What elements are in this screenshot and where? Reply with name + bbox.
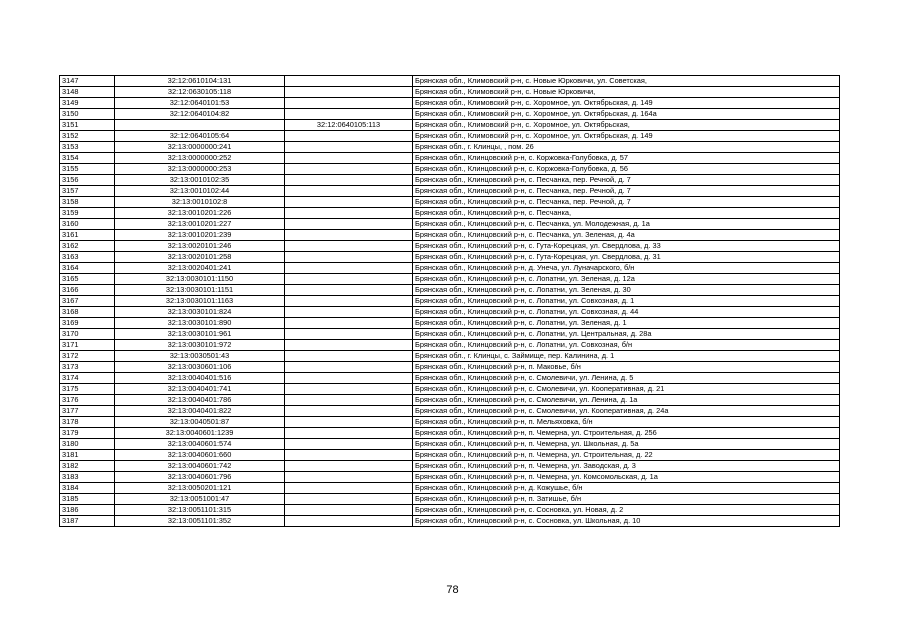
cadastral-number-cell: 32:13:0040401:741 <box>115 384 285 395</box>
table-row <box>60 406 840 417</box>
table-row <box>60 230 840 241</box>
previous-number-cell <box>285 472 413 483</box>
table-row <box>60 153 840 164</box>
previous-number-cell <box>285 241 413 252</box>
address-cell: Брянская обл., Клинцовский р-н, с. Песчанка, пер. Речной, д. 7 <box>413 197 840 208</box>
cadastral-number-cell: 32:13:0040601:796 <box>115 472 285 483</box>
cadastral-number-cell: 32:13:0010102:8 <box>115 197 285 208</box>
row-number-cell: 3149 <box>60 98 115 109</box>
table-row <box>60 164 840 175</box>
registry-table <box>59 75 840 527</box>
row-number-cell: 3187 <box>60 516 115 527</box>
address-cell: Брянская обл., Клинцовский р-н, с. Песчанка, пер. Речной, д. 7 <box>413 175 840 186</box>
previous-number-cell <box>285 219 413 230</box>
cadastral-number-cell: 32:12:0630105:118 <box>115 87 285 98</box>
table-row <box>60 384 840 395</box>
table-row <box>60 362 840 373</box>
address-cell: Брянская обл., Климовский р-н, с. Хоромное, ул. Октябрьская, <box>413 120 840 131</box>
row-number-cell: 3147 <box>60 76 115 87</box>
previous-number-cell <box>285 263 413 274</box>
table-row <box>60 274 840 285</box>
table-row <box>60 252 840 263</box>
previous-number-cell <box>285 230 413 241</box>
address-cell: Брянская обл., Клинцовский р-н, с. Лопатни, ул. Совхозная, д. 1 <box>413 296 840 307</box>
cadastral-number-cell: 32:13:0051101:315 <box>115 505 285 516</box>
previous-number-cell <box>285 516 413 527</box>
previous-number-cell <box>285 461 413 472</box>
cadastral-number-cell: 32:13:0030101:824 <box>115 307 285 318</box>
row-number-cell: 3175 <box>60 384 115 395</box>
cadastral-number-cell: 32:12:0640104:82 <box>115 109 285 120</box>
table-row <box>60 483 840 494</box>
table-row <box>60 197 840 208</box>
previous-number-cell <box>285 362 413 373</box>
previous-number-cell <box>285 318 413 329</box>
cadastral-number-cell: 32:13:0040601:742 <box>115 461 285 472</box>
previous-number-cell <box>285 373 413 384</box>
row-number-cell: 3169 <box>60 318 115 329</box>
row-number-cell: 3162 <box>60 241 115 252</box>
table-row <box>60 417 840 428</box>
address-cell: Брянская обл., Клинцовский р-н, п. Чемерна, ул. Заводская, д. 3 <box>413 461 840 472</box>
cadastral-number-cell: 32:13:0030101:961 <box>115 329 285 340</box>
cadastral-number-cell: 32:13:0010201:226 <box>115 208 285 219</box>
address-cell: Брянская обл., Климовский р-н, с. Новые Юрковичи, <box>413 87 840 98</box>
previous-number-cell <box>285 208 413 219</box>
address-cell: Брянская обл., Клинцовский р-н, п. Маковье, б/н <box>413 362 840 373</box>
row-number-cell: 3178 <box>60 417 115 428</box>
row-number-cell: 3168 <box>60 307 115 318</box>
previous-number-cell <box>285 329 413 340</box>
address-cell: Брянская обл., г. Клинцы, с. Займище, пер. Калинина, д. 1 <box>413 351 840 362</box>
table-row <box>60 428 840 439</box>
row-number-cell: 3180 <box>60 439 115 450</box>
address-cell: Брянская обл., Клинцовский р-н, п. Чемерна, ул. Строительная, д. 22 <box>413 450 840 461</box>
address-cell: Брянская обл., Клинцовский р-н, с. Песчанка, ул. Молодежная, д. 1а <box>413 219 840 230</box>
table-row <box>60 318 840 329</box>
address-cell: Брянская обл., Клинцовский р-н, с. Лопатни, ул. Совхозная, б/н <box>413 340 840 351</box>
table-row <box>60 494 840 505</box>
registry-table-body <box>60 76 840 527</box>
address-cell: Брянская обл., Климовский р-н, с. Хоромное, ул. Октябрьская, д. 149 <box>413 98 840 109</box>
address-cell: Брянская обл., Клинцовский р-н, с. Песчанка, <box>413 208 840 219</box>
row-number-cell: 3148 <box>60 87 115 98</box>
address-cell: Брянская обл., Клинцовский р-н, с. Сосновка, ул. Школьная, д. 10 <box>413 516 840 527</box>
address-cell: Брянская обл., Климовский р-н, с. Хоромное, ул. Октябрьская, д. 164а <box>413 109 840 120</box>
address-cell: Брянская обл., Клинцовский р-н, с. Песчанка, ул. Зеленая, д. 4а <box>413 230 840 241</box>
table-row <box>60 461 840 472</box>
previous-number-cell <box>285 395 413 406</box>
previous-number-cell <box>285 285 413 296</box>
row-number-cell: 3176 <box>60 395 115 406</box>
previous-number-cell <box>285 417 413 428</box>
table-row <box>60 87 840 98</box>
cadastral-number-cell: 32:13:0040501:87 <box>115 417 285 428</box>
previous-number-cell <box>285 98 413 109</box>
previous-number-cell <box>285 505 413 516</box>
address-cell: Брянская обл., Климовский р-н, с. Хоромное, ул. Октябрьская, д. 149 <box>413 131 840 142</box>
address-cell: Брянская обл., Клинцовский р-н, с. Гута-Корецкая, ул. Свердлова, д. 33 <box>413 241 840 252</box>
cadastral-number-cell: 32:13:0030101:1150 <box>115 274 285 285</box>
previous-number-cell <box>285 131 413 142</box>
cadastral-number-cell: 32:12:0610104:131 <box>115 76 285 87</box>
cadastral-number-cell: 32:12:0640101:53 <box>115 98 285 109</box>
previous-number-cell <box>285 87 413 98</box>
row-number-cell: 3155 <box>60 164 115 175</box>
row-number-cell: 3177 <box>60 406 115 417</box>
address-cell: Брянская обл., Клинцовский р-н, д. Кожушье, б/н <box>413 483 840 494</box>
row-number-cell: 3166 <box>60 285 115 296</box>
address-cell: Брянская обл., Клинцовский р-н, с. Коржовка-Голубовка, д. 57 <box>413 153 840 164</box>
cadastral-number-cell: 32:13:0000000:252 <box>115 153 285 164</box>
cadastral-number-cell: 32:12:0640105:64 <box>115 131 285 142</box>
row-number-cell: 3150 <box>60 109 115 120</box>
table-row <box>60 296 840 307</box>
cadastral-number-cell: 32:13:0030101:1151 <box>115 285 285 296</box>
table-row <box>60 131 840 142</box>
row-number-cell: 3174 <box>60 373 115 384</box>
previous-number-cell <box>285 164 413 175</box>
previous-number-cell <box>285 186 413 197</box>
address-cell: Брянская обл., Клинцовский р-н, с. Гута-Корецкая, ул. Свердлова, д. 31 <box>413 252 840 263</box>
table-row <box>60 395 840 406</box>
cadastral-number-cell: 32:13:0030101:890 <box>115 318 285 329</box>
table-row <box>60 439 840 450</box>
page-number: 78 <box>446 584 459 596</box>
table-row <box>60 472 840 483</box>
previous-number-cell <box>285 197 413 208</box>
previous-number-cell <box>285 307 413 318</box>
table-row <box>60 186 840 197</box>
row-number-cell: 3179 <box>60 428 115 439</box>
previous-number-cell <box>285 406 413 417</box>
address-cell: Брянская обл., Клинцовский р-н, п. Чемерна, ул. Строительная, д. 256 <box>413 428 840 439</box>
row-number-cell: 3160 <box>60 219 115 230</box>
row-number-cell: 3185 <box>60 494 115 505</box>
address-cell: Брянская обл., Клинцовский р-н, п. Чемерна, ул. Комсомольская, д. 1а <box>413 472 840 483</box>
cadastral-number-cell: 32:13:0030601:106 <box>115 362 285 373</box>
cadastral-number-cell: 32:13:0030101:1163 <box>115 296 285 307</box>
row-number-cell: 3170 <box>60 329 115 340</box>
row-number-cell: 3153 <box>60 142 115 153</box>
previous-number-cell <box>285 340 413 351</box>
row-number-cell: 3156 <box>60 175 115 186</box>
address-cell: Брянская обл., Клинцовский р-н, п. Затишье, б/н <box>413 494 840 505</box>
table-row <box>60 516 840 527</box>
previous-number-cell <box>285 450 413 461</box>
table-row <box>60 285 840 296</box>
previous-number-cell <box>285 109 413 120</box>
cadastral-number-cell: 32:13:0040601:660 <box>115 450 285 461</box>
cadastral-number-cell: 32:13:0010201:227 <box>115 219 285 230</box>
previous-number-cell <box>285 76 413 87</box>
table-row <box>60 208 840 219</box>
previous-number-cell <box>285 483 413 494</box>
address-cell: Брянская обл., Клинцовский р-н, с. Смолевичи, ул. Ленина, д. 5 <box>413 373 840 384</box>
cadastral-number-cell: 32:13:0040601:1239 <box>115 428 285 439</box>
cadastral-number-cell: 32:13:0050201:121 <box>115 483 285 494</box>
table-row <box>60 263 840 274</box>
row-number-cell: 3171 <box>60 340 115 351</box>
cadastral-number-cell: 32:13:0020101:258 <box>115 252 285 263</box>
address-cell: Брянская обл., Клинцовский р-н, с. Лопатни, ул. Зеленая, д. 30 <box>413 285 840 296</box>
previous-number-cell <box>285 175 413 186</box>
previous-number-cell <box>285 274 413 285</box>
table-row <box>60 505 840 516</box>
table-row <box>60 109 840 120</box>
row-number-cell: 3167 <box>60 296 115 307</box>
previous-number-cell <box>285 296 413 307</box>
cadastral-number-cell: 32:13:0030501:43 <box>115 351 285 362</box>
address-cell: Брянская обл., Клинцовский р-н, с. Сосновка, ул. Новая, д. 2 <box>413 505 840 516</box>
address-cell: Брянская обл., Клинцовский р-н, с. Лопатни, ул. Зеленая, д. 1 <box>413 318 840 329</box>
address-cell: Брянская обл., Клинцовский р-н, с. Лопатни, ул. Центральная, д. 28а <box>413 329 840 340</box>
previous-number-cell <box>285 252 413 263</box>
table-row <box>60 307 840 318</box>
row-number-cell: 3161 <box>60 230 115 241</box>
previous-number-cell: 32:12:0640105:113 <box>285 120 413 131</box>
cadastral-number-cell: 32:13:0040401:786 <box>115 395 285 406</box>
row-number-cell: 3164 <box>60 263 115 274</box>
address-cell: Брянская обл., Клинцовский р-н, с. Лопатни, ул. Зеленая, д. 12а <box>413 274 840 285</box>
row-number-cell: 3154 <box>60 153 115 164</box>
cadastral-number-cell: 32:13:0030101:972 <box>115 340 285 351</box>
row-number-cell: 3186 <box>60 505 115 516</box>
row-number-cell: 3173 <box>60 362 115 373</box>
cadastral-number-cell: 32:13:0000000:253 <box>115 164 285 175</box>
table-row <box>60 76 840 87</box>
cadastral-number-cell: 32:13:0051101:352 <box>115 516 285 527</box>
table-row <box>60 120 840 131</box>
cadastral-number-cell <box>115 120 285 131</box>
table-row <box>60 329 840 340</box>
previous-number-cell <box>285 439 413 450</box>
table-row <box>60 340 840 351</box>
row-number-cell: 3163 <box>60 252 115 263</box>
row-number-cell: 3151 <box>60 120 115 131</box>
table-row <box>60 142 840 153</box>
address-cell: Брянская обл., Клинцовский р-н, с. Смолевичи, ул. Кооперативная, д. 21 <box>413 384 840 395</box>
row-number-cell: 3182 <box>60 461 115 472</box>
address-cell: Брянская обл., Клинцовский р-н, с. Смолевичи, ул. Кооперативная, д. 24а <box>413 406 840 417</box>
table-row <box>60 351 840 362</box>
address-cell: Брянская обл., Клинцовский р-н, п. Чемерна, ул. Школьная, д. 5а <box>413 439 840 450</box>
previous-number-cell <box>285 494 413 505</box>
cadastral-number-cell: 32:13:0051001:47 <box>115 494 285 505</box>
row-number-cell: 3181 <box>60 450 115 461</box>
address-cell: Брянская обл., Клинцовский р-н, с. Смолевичи, ул. Ленина, д. 1а <box>413 395 840 406</box>
previous-number-cell <box>285 428 413 439</box>
row-number-cell: 3152 <box>60 131 115 142</box>
cadastral-number-cell: 32:13:0010102:35 <box>115 175 285 186</box>
table-row <box>60 219 840 230</box>
row-number-cell: 3165 <box>60 274 115 285</box>
table-row <box>60 241 840 252</box>
address-cell: Брянская обл., Клинцовский р-н, с. Коржовка-Голубовка, д. 56 <box>413 164 840 175</box>
address-cell: Брянская обл., г. Клинцы, , пом. 26 <box>413 142 840 153</box>
row-number-cell: 3172 <box>60 351 115 362</box>
cadastral-number-cell: 32:13:0010201:239 <box>115 230 285 241</box>
row-number-cell: 3157 <box>60 186 115 197</box>
previous-number-cell <box>285 142 413 153</box>
table-row <box>60 98 840 109</box>
address-cell: Брянская обл., Климовский р-н, с. Новые Юрковичи, ул. Советская, <box>413 76 840 87</box>
row-number-cell: 3158 <box>60 197 115 208</box>
previous-number-cell <box>285 153 413 164</box>
cadastral-number-cell: 32:13:0010102:44 <box>115 186 285 197</box>
address-cell: Брянская обл., Клинцовский р-н, с. Лопатни, ул. Совхозная, д. 44 <box>413 307 840 318</box>
address-cell: Брянская обл., Клинцовский р-н, п. Мельяховка, б/н <box>413 417 840 428</box>
table-row <box>60 373 840 384</box>
table-row <box>60 450 840 461</box>
previous-number-cell <box>285 384 413 395</box>
cadastral-number-cell: 32:13:0040401:516 <box>115 373 285 384</box>
row-number-cell: 3183 <box>60 472 115 483</box>
cadastral-number-cell: 32:13:0020101:246 <box>115 241 285 252</box>
cadastral-number-cell: 32:13:0040401:822 <box>115 406 285 417</box>
table-row <box>60 175 840 186</box>
cadastral-number-cell: 32:13:0040601:574 <box>115 439 285 450</box>
address-cell: Брянская обл., Клинцовский р-н, д. Унеча, ул. Луначарского, б/н <box>413 263 840 274</box>
cadastral-number-cell: 32:13:0020401:241 <box>115 263 285 274</box>
row-number-cell: 3159 <box>60 208 115 219</box>
address-cell: Брянская обл., Клинцовский р-н, с. Песчанка, пер. Речной, д. 7 <box>413 186 840 197</box>
previous-number-cell <box>285 351 413 362</box>
cadastral-number-cell: 32:13:0000000:241 <box>115 142 285 153</box>
row-number-cell: 3184 <box>60 483 115 494</box>
